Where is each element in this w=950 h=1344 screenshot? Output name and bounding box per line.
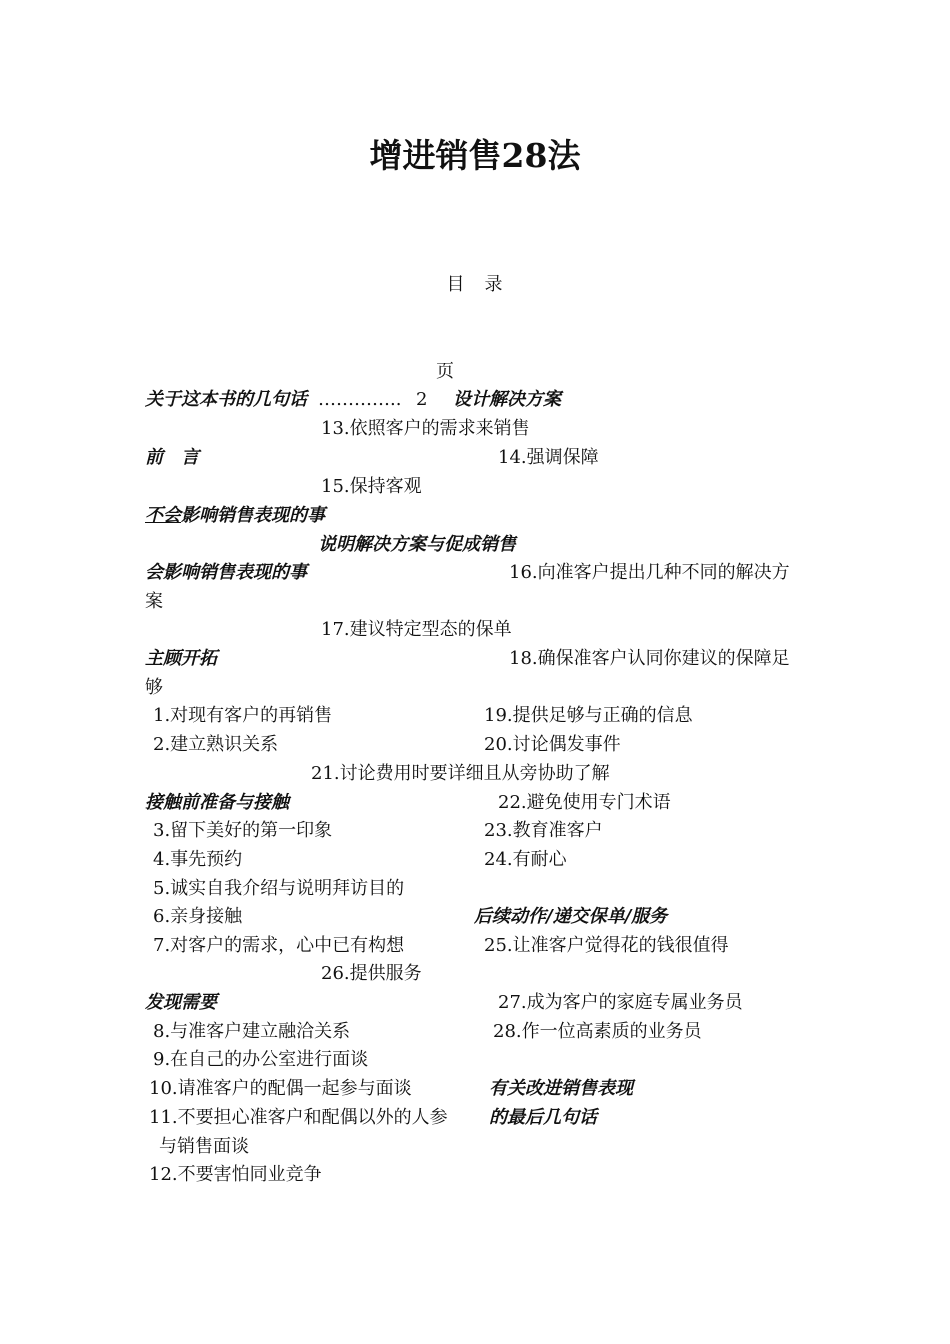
- toc-section-final-words-line1: 有关改进销售表现: [489, 1078, 633, 1099]
- toc-item-8: 8.与准客户建立融洽关系: [153, 1021, 351, 1042]
- toc-section-impact: 会影响销售表现的事: [145, 562, 307, 583]
- toc-item-6: 6.亲身接触: [153, 906, 243, 927]
- toc-item-19: 19.提供足够与正确的信息: [484, 705, 693, 726]
- toc-section-no-impact: [145, 505, 325, 527]
- toc-item-1: 1.对现有客户的再销售: [153, 705, 333, 726]
- toc-item-23: 23.教育准客户: [484, 820, 603, 841]
- toc-item-27: 27.成为客户的家庭专属业务员: [498, 992, 743, 1013]
- toc-item-9: 9.在自己的办公室进行面谈: [153, 1049, 369, 1070]
- toc-section-prospecting: 主顾开拓: [145, 648, 217, 669]
- toc-item-22: 22.避免使用专门术语: [498, 792, 671, 813]
- toc-item-28: 28.作一位高素质的业务员: [493, 1021, 702, 1042]
- toc-item-16: 16.向准客户提出几种不同的解决方: [509, 562, 790, 583]
- toc-section-final-words-line2: 的最后几句话: [489, 1107, 597, 1128]
- toc-item-13: 13.依照客户的需求来销售: [321, 418, 530, 439]
- toc-item-11: 11.不要担心准客户和配偶以外的人参: [149, 1107, 448, 1128]
- toc-item-17: 17.建议特定型态的保单: [321, 619, 512, 640]
- toc-item-18: 18.确保准客户认同你建议的保障足: [509, 648, 790, 669]
- toc-leader-dots: …………..: [318, 389, 402, 410]
- toc-section-no-impact-rest: 影响销售表现的事: [181, 505, 325, 526]
- toc-item-10: 10.请准客户的配偶一起参与面谈: [149, 1078, 412, 1099]
- toc-item-2: 2.建立熟识关系: [153, 734, 279, 755]
- toc-item-18-cont: 够: [145, 677, 163, 698]
- toc-item-11-cont: 与销售面谈: [159, 1136, 249, 1157]
- toc-item-26: 26.提供服务: [321, 963, 422, 984]
- toc-underlined-word: 不会: [145, 505, 181, 526]
- toc-item-25: 25.让准客户觉得花的钱很值得: [484, 935, 729, 956]
- toc-item-15: 15.保持客观: [321, 476, 422, 497]
- toc-item-14: 14.强调保障: [498, 447, 599, 468]
- toc-item-5: 5.诚实自我介绍与说明拜访目的: [153, 878, 405, 899]
- toc-page-number: 2: [416, 389, 428, 410]
- toc-item-20: 20.讨论偶发事件: [484, 734, 621, 755]
- toc-section-explain-close: 说明解决方案与促成销售: [318, 534, 516, 555]
- toc-item-3: 3.留下美好的第一印象: [153, 820, 333, 841]
- document-title: 增进销售28法: [369, 136, 581, 175]
- toc-section-preface: 前 言: [145, 447, 199, 468]
- toc-section-about-book: 关于这本书的几句话: [145, 389, 307, 410]
- toc-section-discover-needs: 发现需要: [145, 992, 217, 1013]
- page-column-label: 页: [436, 361, 454, 382]
- toc-item-24: 24.有耐心: [484, 849, 567, 870]
- toc-item-7: 7.对客户的需求，心中已有构想: [153, 935, 405, 956]
- toc-item-12: 12.不要害怕同业竞争: [149, 1164, 322, 1185]
- toc-section-approach: 接触前准备与接触: [145, 792, 289, 813]
- toc-item-21: 21.讨论费用时要详细且从旁协助了解: [311, 763, 610, 784]
- toc-section-follow-up: 后续动作/递交保单/服务: [474, 906, 668, 927]
- toc-item-4: 4.事先预约: [153, 849, 243, 870]
- toc-item-16-cont: 案: [145, 591, 163, 612]
- toc-section-design-solution: 设计解决方案: [453, 389, 561, 410]
- toc-heading: 目 录: [446, 274, 504, 295]
